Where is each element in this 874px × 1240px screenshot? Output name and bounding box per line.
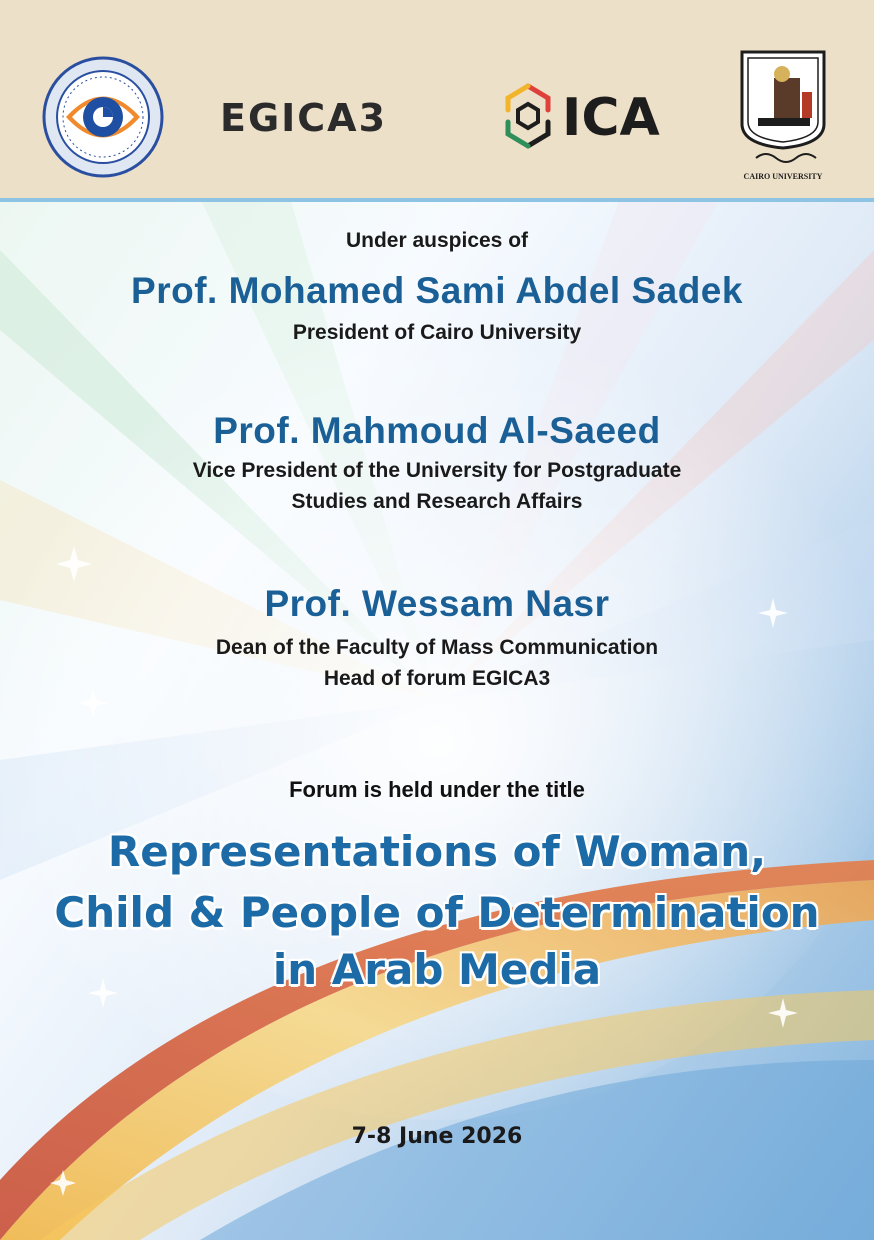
egica3-text: EGICA3 — [220, 96, 388, 140]
patron-role-vice-president-line2: Studies and Research Affairs — [291, 490, 583, 513]
faculty-of-mass-communication-logo — [42, 56, 164, 178]
logo-header — [0, 0, 874, 202]
forum-title-line1: Representations of Woman, — [107, 827, 767, 876]
patron-name-dean: Prof. Wessam Nasr — [264, 583, 610, 624]
egica3-logo — [220, 96, 436, 140]
forum-date: 7-8 June 2026 — [351, 1124, 523, 1149]
ica-logo — [504, 80, 660, 152]
patron-role-dean-line1: Dean of the Faculty of Mass Communication — [215, 636, 659, 659]
ica-wordmark: ICA — [562, 88, 660, 148]
cairo-university-crest-icon — [736, 48, 830, 170]
cairo-university-logo — [736, 48, 830, 188]
patron-role-dean-line2: Head of forum EGICA3 — [323, 667, 551, 690]
patron-role-vice-president-line1: Vice President of the University for Postgraduate — [192, 459, 682, 482]
patron-name-president: Prof. Mohamed Sami Abdel Sadek — [131, 270, 743, 311]
cairo-university-label: CAIRO UNIVERSITY — [743, 172, 823, 181]
forum-intro: Forum is held under the title — [289, 777, 585, 802]
patron-role-president: President of Cairo University — [292, 321, 582, 344]
forum-title-line2: Child & People of Determination — [54, 888, 820, 937]
egica3-wordmark — [220, 96, 436, 140]
auspices-intro: Under auspices of — [345, 229, 529, 252]
forum-title-line3: in Arab Media — [272, 945, 602, 994]
ica-hexagon-icon — [504, 82, 552, 150]
patron-name-vice-president: Prof. Mahmoud Al-Saeed — [213, 410, 661, 451]
